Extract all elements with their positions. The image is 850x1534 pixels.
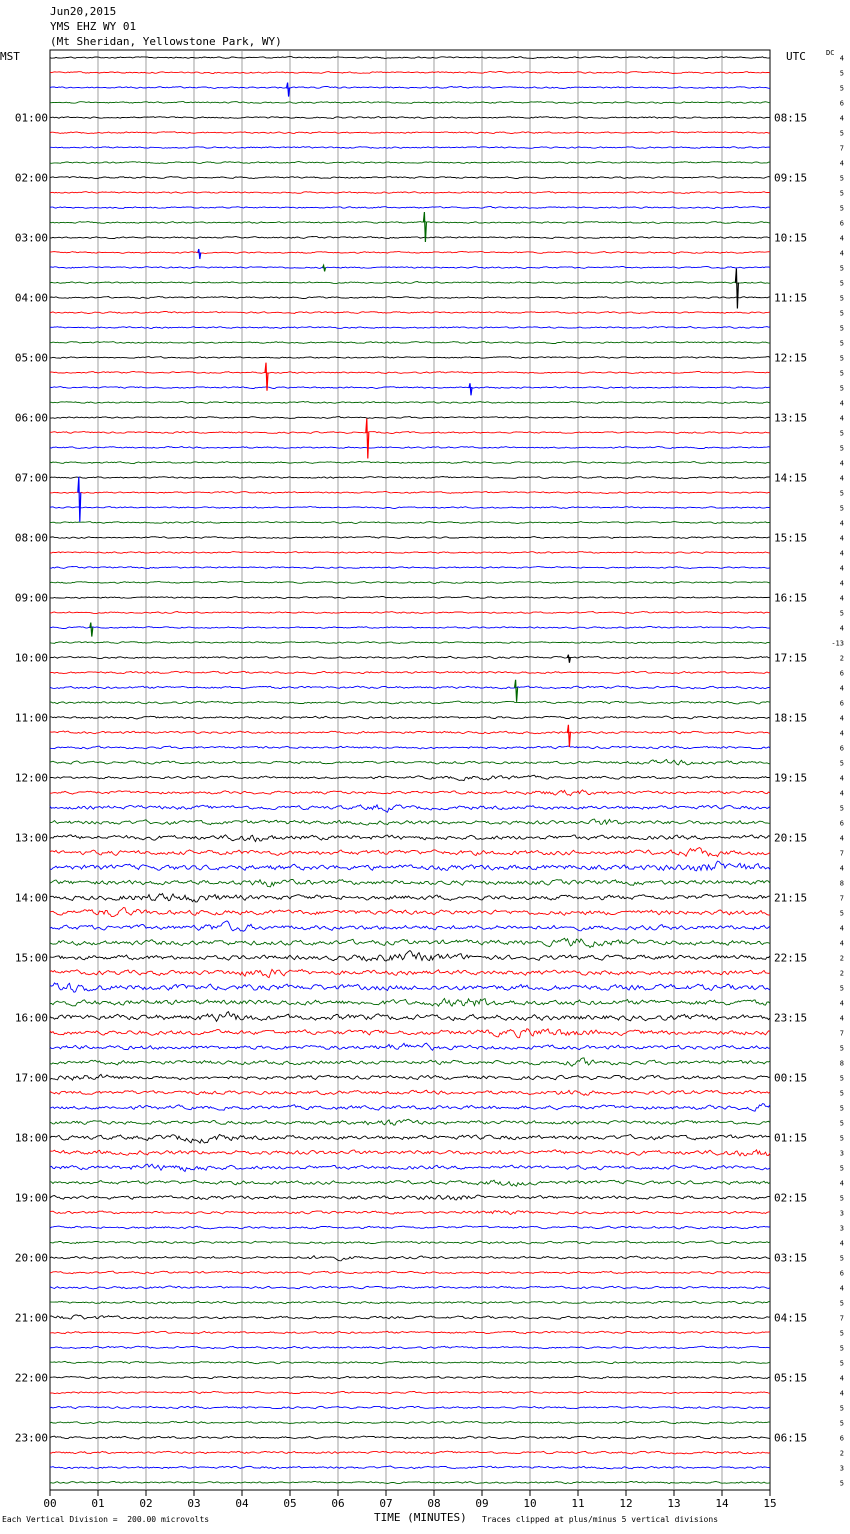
hour-label-right: 01:15 bbox=[774, 1131, 808, 1145]
dc-offset-value: 5 bbox=[839, 429, 844, 438]
trace-row bbox=[50, 192, 770, 194]
hour-label-left: 20:00 bbox=[14, 1251, 48, 1265]
trace-row bbox=[50, 72, 770, 74]
hour-label-left: 01:00 bbox=[14, 111, 48, 125]
x-tick-label: 13 bbox=[667, 1497, 681, 1510]
hour-label-left: 12:00 bbox=[14, 771, 48, 785]
hour-label-left: 11:00 bbox=[14, 711, 48, 725]
vertical-division-note: Each Vertical Division = 200.00 microvolts bbox=[2, 1515, 210, 1524]
trace-row bbox=[50, 1376, 770, 1379]
trace-row bbox=[50, 507, 770, 509]
trace-row bbox=[50, 1043, 770, 1050]
dc-offset-value: 8 bbox=[839, 879, 844, 888]
hour-label-right: 20:15 bbox=[774, 831, 808, 845]
dc-offset-value: 3 bbox=[839, 1149, 844, 1158]
dc-offset-value: 2 bbox=[839, 1449, 844, 1458]
trace-row bbox=[50, 1211, 770, 1215]
trace-row bbox=[50, 522, 770, 524]
trace-row bbox=[50, 1119, 770, 1125]
dc-offset-value: 4 bbox=[839, 1389, 844, 1398]
dc-offset-value: 5 bbox=[839, 264, 844, 273]
x-tick-label: 10 bbox=[523, 1497, 537, 1510]
dc-offset-value: 5 bbox=[839, 69, 844, 78]
dc-offset-value: 2 bbox=[839, 654, 844, 663]
trace-row bbox=[50, 552, 770, 554]
trace-row bbox=[50, 1315, 770, 1319]
x-tick-label: 08 bbox=[427, 1497, 441, 1510]
hour-label-right: 06:15 bbox=[774, 1431, 808, 1445]
trace-row bbox=[50, 805, 770, 812]
trace-row bbox=[50, 597, 770, 599]
right-timezone-label: UTC bbox=[786, 50, 806, 63]
dc-offset-value: 4 bbox=[839, 234, 844, 243]
hour-label-right: 05:15 bbox=[774, 1371, 808, 1385]
trace-row bbox=[50, 861, 770, 871]
dc-offset-value: 5 bbox=[839, 1479, 844, 1488]
trace-row bbox=[50, 1466, 770, 1469]
trace-row bbox=[50, 983, 770, 992]
dc-offset-value: 6 bbox=[839, 699, 844, 708]
dc-offset-value: 3 bbox=[839, 1464, 844, 1473]
hour-label-left: 04:00 bbox=[14, 291, 48, 305]
x-tick-label: 15 bbox=[763, 1497, 777, 1510]
chart-location: (Mt Sheridan, Yellowstone Park, WY) bbox=[50, 35, 282, 48]
hour-label-right: 09:15 bbox=[774, 171, 808, 185]
hour-label-right: 21:15 bbox=[774, 891, 808, 905]
dc-offset-value: 4 bbox=[839, 684, 844, 693]
trace-row bbox=[50, 477, 770, 479]
trace-row bbox=[50, 372, 770, 374]
x-tick-label: 11 bbox=[571, 1497, 585, 1510]
trace-row bbox=[50, 357, 770, 359]
hour-label-right: 10:15 bbox=[774, 231, 808, 245]
hour-label-right: 03:15 bbox=[774, 1251, 808, 1265]
x-tick-label: 04 bbox=[235, 1497, 249, 1510]
trace-row bbox=[50, 1226, 770, 1229]
trace-row bbox=[50, 951, 770, 962]
hour-label-right: 19:15 bbox=[774, 771, 808, 785]
event-spike bbox=[567, 655, 570, 663]
dc-offset-value: 5 bbox=[839, 1164, 844, 1173]
trace-row bbox=[50, 87, 770, 89]
x-tick-label: 05 bbox=[283, 1497, 297, 1510]
hour-label-right: 12:15 bbox=[774, 351, 808, 365]
event-spike bbox=[567, 725, 570, 747]
hour-label-left: 08:00 bbox=[14, 531, 48, 545]
event-spike bbox=[265, 363, 268, 391]
dc-offset-value: 8 bbox=[839, 1059, 844, 1068]
dc-offset-value: 7 bbox=[839, 894, 844, 903]
x-tick-label: 12 bbox=[619, 1497, 633, 1510]
dc-offset-value: 6 bbox=[839, 1269, 844, 1278]
trace-row bbox=[50, 1090, 770, 1095]
dc-offset-value: 5 bbox=[839, 1044, 844, 1053]
hour-label-right: 00:15 bbox=[774, 1071, 808, 1085]
trace-row bbox=[50, 462, 770, 464]
trace-row bbox=[50, 908, 770, 917]
dc-offset-value: 5 bbox=[839, 369, 844, 378]
hour-label-right: 08:15 bbox=[774, 111, 808, 125]
hour-label-left: 14:00 bbox=[14, 891, 48, 905]
clip-note: Traces clipped at plus/minus 5 vertical divisions bbox=[482, 1515, 719, 1524]
x-tick-label: 14 bbox=[715, 1497, 729, 1510]
event-spike bbox=[198, 249, 201, 259]
trace-row bbox=[50, 1104, 770, 1112]
dc-offset-value: 4 bbox=[839, 729, 844, 738]
dc-offset-value: 4 bbox=[839, 534, 844, 543]
trace-row bbox=[50, 207, 770, 209]
dc-offset-value: 5 bbox=[839, 84, 844, 93]
trace-row bbox=[50, 1058, 770, 1066]
trace-row bbox=[50, 432, 770, 434]
hour-label-left: 06:00 bbox=[14, 411, 48, 425]
dc-offset-value: 5 bbox=[839, 1074, 844, 1083]
dc-offset-value: 3 bbox=[839, 1209, 844, 1218]
dc-offset-value: 4 bbox=[839, 1374, 844, 1383]
trace-row bbox=[50, 446, 770, 448]
hour-label-left: 21:00 bbox=[14, 1311, 48, 1325]
trace-row bbox=[50, 1406, 770, 1409]
dc-offset-value: 5 bbox=[839, 1344, 844, 1353]
dc-offset-header: DC bbox=[826, 49, 835, 57]
dc-offset-value: 4 bbox=[839, 579, 844, 588]
dc-offset-value: 4 bbox=[839, 414, 844, 423]
dc-offset-value: 5 bbox=[839, 1404, 844, 1413]
hour-label-right: 13:15 bbox=[774, 411, 808, 425]
trace-row bbox=[50, 311, 770, 313]
dc-offset-value: 5 bbox=[839, 1359, 844, 1368]
trace-row bbox=[50, 1180, 770, 1186]
trace-row bbox=[50, 1271, 770, 1274]
hour-label-left: 02:00 bbox=[14, 171, 48, 185]
chart-station: YMS EHZ WY 01 bbox=[50, 20, 137, 33]
dc-offset-value: 5 bbox=[839, 1104, 844, 1113]
event-spike bbox=[469, 383, 472, 395]
trace-row bbox=[50, 147, 770, 149]
dc-offset-value: 5 bbox=[839, 609, 844, 618]
trace-row bbox=[50, 746, 770, 749]
dc-offset-value: 4 bbox=[839, 54, 844, 63]
hour-label-left: 18:00 bbox=[14, 1131, 48, 1145]
event-spike bbox=[78, 477, 81, 522]
trace-row bbox=[50, 537, 770, 539]
dc-offset-value: 5 bbox=[839, 1134, 844, 1143]
dc-offset-value: 5 bbox=[839, 324, 844, 333]
event-spike bbox=[90, 623, 93, 637]
dc-offset-value: 5 bbox=[839, 1089, 844, 1098]
dc-offset-value: 4 bbox=[839, 1239, 844, 1248]
x-axis-label: TIME (MINUTES) bbox=[374, 1511, 467, 1524]
trace-row bbox=[50, 1451, 770, 1454]
hour-label-left: 03:00 bbox=[14, 231, 48, 245]
dc-offset-value: 5 bbox=[839, 1299, 844, 1308]
dc-offset-value: 6 bbox=[839, 744, 844, 753]
trace-row bbox=[50, 835, 770, 842]
trace-row bbox=[50, 567, 770, 569]
trace-row bbox=[50, 790, 770, 796]
dc-offset-value: -13 bbox=[831, 639, 844, 648]
hour-label-right: 16:15 bbox=[774, 591, 808, 605]
x-tick-label: 02 bbox=[139, 1497, 153, 1510]
dc-offset-value: 6 bbox=[839, 99, 844, 108]
hour-label-left: 16:00 bbox=[14, 1011, 48, 1025]
trace-row bbox=[50, 252, 770, 254]
trace-row bbox=[50, 731, 770, 734]
hour-label-right: 17:15 bbox=[774, 651, 808, 665]
hour-label-right: 14:15 bbox=[774, 471, 808, 485]
dc-offset-value: 4 bbox=[839, 549, 844, 558]
dc-offset-value: 2 bbox=[839, 954, 844, 963]
dc-offset-value: 2 bbox=[839, 969, 844, 978]
dc-offset-value: 4 bbox=[839, 249, 844, 258]
event-spike bbox=[287, 83, 290, 97]
trace-row bbox=[50, 642, 770, 644]
dc-offset-value: 5 bbox=[839, 294, 844, 303]
hour-label-left: 22:00 bbox=[14, 1371, 48, 1385]
hour-label-right: 22:15 bbox=[774, 951, 808, 965]
trace-row bbox=[50, 760, 770, 765]
trace-row bbox=[50, 1195, 770, 1200]
trace-row bbox=[50, 1481, 770, 1483]
trace-row bbox=[50, 1301, 770, 1304]
event-spike bbox=[366, 419, 369, 459]
trace-row bbox=[50, 222, 770, 224]
dc-offset-value: 6 bbox=[839, 669, 844, 678]
x-tick-label: 07 bbox=[379, 1497, 393, 1510]
dc-offset-value: 5 bbox=[839, 909, 844, 918]
left-timezone-label: MST bbox=[0, 50, 20, 63]
hour-label-left: 17:00 bbox=[14, 1071, 48, 1085]
trace-row bbox=[50, 402, 770, 404]
hour-label-left: 15:00 bbox=[14, 951, 48, 965]
dc-offset-value: 4 bbox=[839, 159, 844, 168]
trace-row bbox=[50, 1421, 770, 1424]
dc-offset-value: 5 bbox=[839, 804, 844, 813]
dc-offset-value: 4 bbox=[839, 519, 844, 528]
trace-row bbox=[50, 686, 770, 689]
trace-row bbox=[50, 671, 770, 674]
trace-row bbox=[50, 1391, 770, 1393]
dc-offset-value: 5 bbox=[839, 1419, 844, 1428]
trace-row bbox=[50, 1286, 770, 1289]
dc-offset-value: 4 bbox=[839, 789, 844, 798]
dc-offset-value: 5 bbox=[839, 1194, 844, 1203]
dc-offset-value: 5 bbox=[839, 279, 844, 288]
dc-offset-value: 5 bbox=[839, 174, 844, 183]
hour-label-right: 18:15 bbox=[774, 711, 808, 725]
dc-offset-value: 7 bbox=[839, 144, 844, 153]
dc-offset-value: 5 bbox=[839, 384, 844, 393]
trace-row bbox=[50, 656, 770, 658]
plot-frame bbox=[50, 50, 770, 1490]
trace-row bbox=[50, 102, 770, 104]
trace-row bbox=[50, 612, 770, 614]
dc-offset-value: 5 bbox=[839, 504, 844, 513]
dc-offset-value: 4 bbox=[839, 399, 844, 408]
dc-offset-value: 4 bbox=[839, 999, 844, 1008]
trace-row bbox=[50, 327, 770, 329]
trace-row bbox=[50, 57, 770, 59]
dc-offset-value: 4 bbox=[839, 474, 844, 483]
dc-offset-value: 5 bbox=[839, 339, 844, 348]
trace-row bbox=[50, 1361, 770, 1363]
trace-row bbox=[50, 775, 770, 780]
hour-label-right: 02:15 bbox=[774, 1191, 808, 1205]
trace-row bbox=[50, 819, 770, 825]
chart-date: Jun20,2015 bbox=[50, 5, 117, 18]
dc-offset-value: 5 bbox=[839, 1329, 844, 1338]
dc-offset-value: 4 bbox=[839, 1179, 844, 1188]
trace-row bbox=[50, 237, 770, 239]
dc-offset-value: 5 bbox=[839, 1254, 844, 1263]
trace-row bbox=[50, 491, 770, 493]
trace-row bbox=[50, 1331, 770, 1334]
trace-row bbox=[50, 701, 770, 704]
trace-row bbox=[50, 894, 770, 902]
dc-offset-value: 5 bbox=[839, 984, 844, 993]
x-tick-label: 06 bbox=[331, 1497, 345, 1510]
trace-row bbox=[50, 921, 770, 931]
dc-offset-value: 3 bbox=[839, 1224, 844, 1233]
trace-row bbox=[50, 267, 770, 269]
hour-label-right: 15:15 bbox=[774, 531, 808, 545]
event-spike bbox=[735, 269, 738, 309]
dc-offset-value: 6 bbox=[839, 819, 844, 828]
trace-row bbox=[50, 117, 770, 119]
trace-row bbox=[50, 938, 770, 947]
dc-offset-value: 4 bbox=[839, 459, 844, 468]
x-tick-label: 00 bbox=[43, 1497, 57, 1510]
dc-offset-value: 5 bbox=[839, 204, 844, 213]
hour-label-left: 13:00 bbox=[14, 831, 48, 845]
trace-row bbox=[50, 417, 770, 419]
dc-offset-value: 4 bbox=[839, 1014, 844, 1023]
hour-label-right: 11:15 bbox=[774, 291, 808, 305]
dc-offset-value: 5 bbox=[839, 354, 844, 363]
dc-offset-value: 4 bbox=[839, 924, 844, 933]
dc-offset-value: 6 bbox=[839, 219, 844, 228]
x-tick-label: 01 bbox=[91, 1497, 105, 1510]
dc-offset-value: 4 bbox=[839, 564, 844, 573]
dc-offset-value: 5 bbox=[839, 489, 844, 498]
hour-label-left: 07:00 bbox=[14, 471, 48, 485]
dc-offset-value: 4 bbox=[839, 714, 844, 723]
trace-row bbox=[50, 387, 770, 389]
x-tick-label: 09 bbox=[475, 1497, 489, 1510]
dc-offset-value: 5 bbox=[839, 1119, 844, 1128]
dc-offset-value: 4 bbox=[839, 624, 844, 633]
trace-row bbox=[50, 1029, 770, 1038]
dc-offset-value: 4 bbox=[839, 834, 844, 843]
dc-offset-value: 4 bbox=[839, 774, 844, 783]
hour-label-left: 09:00 bbox=[14, 591, 48, 605]
dc-offset-value: 4 bbox=[839, 1284, 844, 1293]
dc-offset-value: 5 bbox=[839, 309, 844, 318]
dc-offset-value: 6 bbox=[839, 1434, 844, 1443]
hour-label-left: 10:00 bbox=[14, 651, 48, 665]
hour-label-right: 23:15 bbox=[774, 1011, 808, 1025]
trace-row bbox=[50, 1241, 770, 1244]
dc-offset-value: 4 bbox=[839, 114, 844, 123]
trace-row bbox=[50, 1135, 770, 1144]
dc-offset-value: 5 bbox=[839, 189, 844, 198]
trace-row bbox=[50, 1074, 770, 1080]
hour-label-left: 23:00 bbox=[14, 1431, 48, 1445]
trace-row bbox=[50, 1436, 770, 1439]
trace-row bbox=[50, 582, 770, 584]
trace-row bbox=[50, 1346, 770, 1349]
event-spike bbox=[323, 265, 326, 271]
trace-row bbox=[50, 297, 770, 299]
hour-label-left: 05:00 bbox=[14, 351, 48, 365]
trace-row bbox=[50, 282, 770, 284]
trace-row bbox=[50, 132, 770, 134]
dc-offset-value: 5 bbox=[839, 129, 844, 138]
trace-row bbox=[50, 1256, 770, 1261]
trace-row bbox=[50, 1150, 770, 1156]
trace-row bbox=[50, 969, 770, 977]
dc-offset-value: 7 bbox=[839, 1314, 844, 1323]
trace-row bbox=[50, 848, 770, 857]
x-tick-label: 03 bbox=[187, 1497, 201, 1510]
trace-row bbox=[50, 1164, 770, 1171]
trace-row bbox=[50, 716, 770, 719]
dc-offset-value: 5 bbox=[839, 444, 844, 453]
trace-row bbox=[50, 999, 770, 1007]
dc-offset-value: 5 bbox=[839, 759, 844, 768]
trace-row bbox=[50, 880, 770, 887]
trace-row bbox=[50, 342, 770, 344]
trace-row bbox=[50, 626, 770, 628]
dc-offset-value: 4 bbox=[839, 864, 844, 873]
dc-offset-value: 4 bbox=[839, 939, 844, 948]
hour-label-left: 19:00 bbox=[14, 1191, 48, 1205]
trace-row bbox=[50, 177, 770, 179]
dc-offset-value: 7 bbox=[839, 1029, 844, 1038]
trace-row bbox=[50, 162, 770, 164]
dc-offset-value: 4 bbox=[839, 594, 844, 603]
event-spike bbox=[515, 680, 518, 702]
hour-label-right: 04:15 bbox=[774, 1311, 808, 1325]
trace-row bbox=[50, 1012, 770, 1022]
dc-offset-value: 7 bbox=[839, 849, 844, 858]
